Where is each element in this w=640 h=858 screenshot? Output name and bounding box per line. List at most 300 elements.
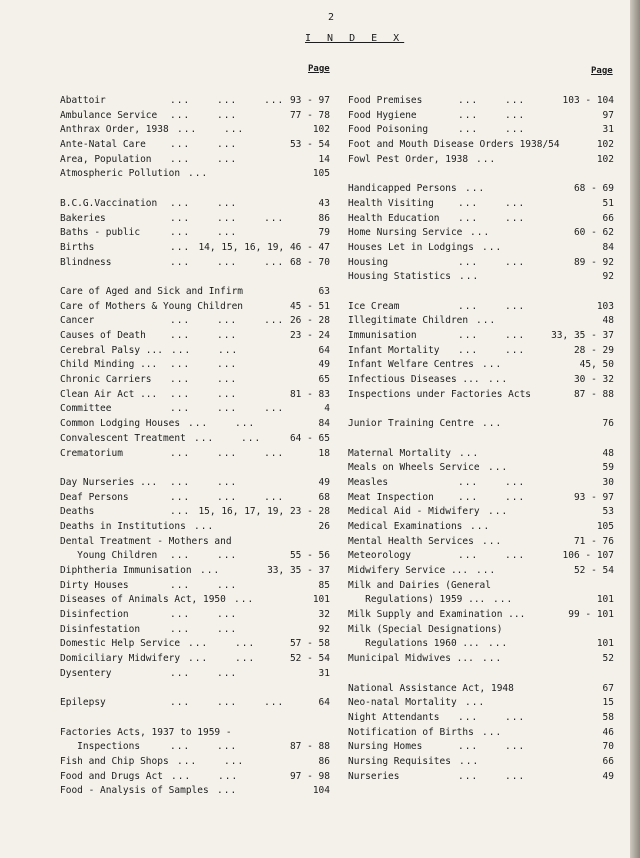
index-entry-label: Diseases of Animals Act, 1950 (60, 594, 226, 606)
index-entry (60, 285, 330, 300)
index-entry-page: 32 (318, 609, 330, 621)
index-entry-label: Meals on Wheels Service (348, 462, 480, 474)
index-entry-leader: ... ... (170, 741, 238, 753)
index-entry (348, 623, 614, 638)
index-entry-page: 60 - 62 (573, 227, 614, 239)
index-entry-leader: ... ... (170, 139, 238, 151)
index-entry-label: Medical Aid - Midwifery (348, 506, 480, 518)
index-entry (60, 696, 330, 711)
index-entry (348, 256, 614, 271)
index-entry-leader: ... ... (170, 623, 238, 635)
index-spacer (60, 270, 330, 285)
index-entry (348, 520, 614, 535)
index-entry-label: Nursing Homes (348, 741, 423, 753)
index-entry-page: 57 - 58 (289, 638, 330, 650)
index-entry (348, 461, 614, 476)
index-entry-label: Domestic Help Service (60, 638, 181, 650)
index-entry (348, 300, 614, 315)
index-entry-page: 55 - 56 (289, 550, 330, 562)
left-index-column (60, 94, 330, 799)
index-entry-label: Food Poisoning (348, 124, 429, 136)
page-edge-shadow (630, 0, 640, 858)
index-entry-page: 101 (312, 594, 330, 606)
index-entry-page: 51 (602, 197, 614, 209)
index-entry-label: Junior Training Centre (348, 418, 474, 430)
index-entry (60, 388, 330, 403)
index-entry-leader: ... ... (458, 197, 526, 209)
index-entry-page: 15, 16, 17, 19, 23 - 28 (198, 506, 330, 518)
index-entry-leader: ... (465, 697, 486, 709)
index-entry-page: 49 (602, 770, 614, 782)
index-entry-leader: ... ... (458, 330, 526, 341)
index-entry-label: Disinfection (60, 609, 129, 621)
index-entry-leader: ... ... (194, 432, 262, 444)
index-entry-label: Ice Cream (348, 300, 400, 312)
index-entry-leader: ... ... (188, 418, 256, 430)
index-spacer (60, 682, 330, 697)
index-entry-leader: ... ... ... (170, 95, 285, 106)
index-entry-label: Common Lodging Houses (60, 418, 181, 430)
index-entry-page: 102 (312, 124, 330, 136)
index-entry-label: Ante-Natal Care (60, 139, 146, 151)
index-entry-label: Factories Acts, 1937 to 1959 - (60, 726, 232, 738)
index-entry-page: 52 - 54 (289, 653, 330, 665)
index-entry-label: Domiciliary Midwifery (60, 653, 181, 665)
index-entry (348, 652, 614, 667)
index-entry-page: 30 - 32 (573, 374, 614, 386)
index-entry-leader: ... ... ... (170, 491, 285, 503)
index-entry (348, 491, 614, 506)
index-entry-label: Health Visiting (348, 197, 434, 209)
index-entry-label: Clean Air Act ... (60, 388, 158, 400)
index-entry-page: 70 (602, 741, 614, 753)
index-entry (348, 755, 614, 770)
index-entry-label: Fish and Chip Shops (60, 755, 169, 767)
index-entry (60, 608, 330, 623)
index-entry-page: 64 (318, 344, 330, 356)
index-entry (60, 226, 330, 241)
index-entry-label: Abattoir (60, 95, 106, 106)
index-entry-leader: ... (200, 565, 221, 576)
index-entry-leader: ... (488, 638, 509, 650)
index-entry-page: 101 (596, 638, 614, 650)
index-entry-page: 53 (602, 506, 614, 518)
index-entry-label: Baths - public (60, 227, 141, 239)
index-entry (60, 212, 330, 227)
index-entry-label: Epilepsy (60, 697, 106, 709)
index-entry-label: Day Nurseries ... (60, 476, 158, 488)
index-entry-label: Inspections under Factories Acts (348, 388, 532, 400)
index-entry-page: 93 - 97 (289, 95, 330, 106)
index-entry-leader: ... ... (170, 550, 238, 562)
index-entry-page: 64 - 65 (289, 432, 330, 444)
index-entry (348, 579, 614, 594)
index-entry (348, 182, 614, 197)
index-entry (348, 593, 614, 608)
index-entry (60, 300, 330, 315)
index-entry-label: Ambulance Service (60, 109, 158, 121)
index-entry-label: Chronic Carriers (60, 374, 152, 386)
index-entry-label: Infant Mortality (348, 344, 440, 356)
index-entry-label: Nursing Requisites (348, 755, 451, 767)
index-entry-leader: ... ... (171, 344, 239, 356)
index-entry-page: 46 (602, 726, 614, 738)
index-entry-leader: ... (476, 315, 497, 327)
index-spacer (348, 667, 614, 682)
index-entry-label: Midwifery Service ... (348, 565, 469, 576)
index-entry-label: Care of Mothers & Young Children (60, 300, 244, 312)
index-entry (348, 373, 614, 388)
index-entry (348, 696, 614, 711)
index-entry-label: Milk (Special Designations) (348, 623, 503, 635)
index-entry-leader: ... ... (458, 300, 526, 312)
index-entry-leader: ... (482, 418, 503, 430)
index-entry-leader: ... ... (458, 344, 526, 356)
index-entry-label: Atmospheric Pollution (60, 168, 181, 180)
index-entry-page: 105 (596, 520, 614, 532)
index-entry (60, 402, 330, 417)
index-entry-leader: ... ... (170, 359, 238, 371)
index-entry (60, 344, 330, 359)
index-entry-page: 104 (312, 785, 330, 797)
index-entry (60, 770, 330, 785)
index-entry-page: 84 (602, 241, 614, 253)
index-entry-page: 23 - 24 (289, 330, 330, 341)
index-entry-page: 31 (318, 667, 330, 679)
index-entry-page: 77 - 78 (289, 109, 330, 121)
index-entry-label: Care of Aged and Sick and Infirm (60, 285, 244, 297)
index-entry (348, 344, 614, 359)
index-entry-page: 43 (318, 197, 330, 209)
index-entry (60, 153, 330, 168)
index-entry (60, 476, 330, 491)
index-entry-label: Births (60, 241, 95, 253)
index-entry-label: Nurseries (348, 770, 400, 782)
index-entry-label: Disinfestation (60, 623, 141, 635)
index-entry (348, 447, 614, 462)
index-entry-page: 58 (602, 711, 614, 723)
index-entry-label: Handicapped Persons (348, 183, 457, 195)
index-entry-label: Measles (348, 476, 389, 488)
index-entry (348, 535, 614, 550)
index-entry-leader: ... ... (458, 711, 526, 723)
index-entry-page: 103 - 104 (562, 95, 614, 106)
index-entry-label: Food Premises (348, 95, 423, 106)
index-entry-page: 49 (318, 476, 330, 488)
index-entry (60, 417, 330, 432)
index-entry-label: Food - Analysis of Samples (60, 785, 209, 797)
index-entry-leader: ... ... ... (170, 447, 285, 459)
index-entry-label: Houses Let in Lodgings (348, 241, 474, 253)
index-entry-leader: ... (482, 653, 503, 665)
index-spacer (348, 432, 614, 447)
index-entry-leader: ... ... (188, 638, 256, 650)
index-entry (348, 153, 614, 168)
index-entry-leader: ... ... (170, 609, 238, 621)
index-entry-leader: ... ... (458, 95, 526, 106)
index-entry-page: 65 (318, 374, 330, 386)
index-entry (348, 608, 614, 623)
index-entry-label: Infectious Diseases ... (348, 374, 480, 386)
index-entry (60, 138, 330, 153)
index-entry-leader: ... (234, 594, 255, 606)
index-entry-leader: ... (476, 153, 497, 165)
index-entry-label: Meteorology (348, 550, 411, 562)
index-entry-label: National Assistance Act, 1948 (348, 682, 514, 694)
index-entry-label: Anthrax Order, 1938 (60, 124, 169, 136)
index-entry-leader: ... (194, 520, 215, 532)
index-entry-page: 66 (602, 755, 614, 767)
index-entry-label: Immunisation (348, 330, 417, 341)
index-entry-label: Infant Welfare Centres (348, 359, 474, 371)
index-entry-leader: ... ... ... (170, 256, 285, 268)
index-entry (60, 637, 330, 652)
index-entry (60, 491, 330, 506)
index-entry-page: 14 (318, 153, 330, 165)
index-entry (348, 94, 614, 109)
index-entry-label: Young Children (60, 550, 158, 562)
index-entry-leader: ... ... (170, 197, 238, 209)
index-entry-label: Crematorium (60, 447, 123, 459)
index-entry-page: 79 (318, 227, 330, 239)
index-entry-page: 48 (602, 315, 614, 327)
index-entry (60, 109, 330, 124)
index-entry-page: 68 - 70 (289, 256, 330, 268)
index-entry-leader: ... ... (170, 374, 238, 386)
index-entry-page: 97 (602, 109, 614, 121)
index-entry-label: Foot and Mouth Disease Orders 1938/54 (348, 139, 560, 151)
index-entry (348, 241, 614, 256)
index-entry-page: 71 - 76 (573, 535, 614, 547)
index-entry-label: Night Attendants (348, 711, 440, 723)
index-entry-page: 48 (602, 447, 614, 459)
index-entry-leader: ... ... (177, 755, 245, 767)
index-entry-label: Deaf Persons (60, 491, 129, 503)
index-entry-label: Committee (60, 403, 112, 415)
index-entry-page: 31 (602, 124, 614, 136)
index-entry-label: Bakeries (60, 212, 106, 224)
index-entry (60, 623, 330, 638)
index-entry (348, 388, 614, 403)
index-entry-leader: ... (482, 726, 503, 738)
index-entry-label: Food and Drugs Act (60, 770, 163, 782)
index-entry-page: 92 (602, 271, 614, 283)
index-entry-leader: ... (217, 785, 238, 797)
index-entry-label: Child Minding ... (60, 359, 158, 371)
index-entry-page: 85 (318, 579, 330, 591)
index-entry-label: Housing Statistics (348, 271, 451, 283)
index-entry (348, 476, 614, 491)
index-entry-page: 15 (602, 697, 614, 709)
index-entry-leader: ... ... (458, 256, 526, 268)
index-entry-page: 68 - 69 (573, 183, 614, 195)
index-entry-page: 45 - 51 (289, 300, 330, 312)
index-entry (348, 549, 614, 564)
index-entry-page: 68 (318, 491, 330, 503)
index-entry (60, 432, 330, 447)
index-entry-page: 93 - 97 (573, 491, 614, 503)
index-spacer (60, 711, 330, 726)
index-entry-page: 84 (318, 418, 330, 430)
index-entry-page: 102 (596, 139, 614, 151)
index-entry-label: Convalescent Treatment (60, 432, 186, 444)
index-entry-label: Mental Health Services (348, 535, 474, 547)
index-entry-leader: ... (459, 447, 480, 459)
index-entry (60, 314, 330, 329)
index-entry (60, 726, 330, 741)
index-entry-page: 14, 15, 16, 19, 46 - 47 (198, 241, 330, 253)
index-entry-page: 66 (602, 212, 614, 224)
index-entry-label: Food Hygiene (348, 109, 417, 121)
index-entry-label: B.C.G.Vaccination (60, 197, 158, 209)
index-entry-leader: ... ... (170, 476, 238, 488)
index-entry-page: 49 (318, 359, 330, 371)
index-entry (348, 682, 614, 697)
index-entry (60, 579, 330, 594)
index-entry (348, 358, 614, 373)
index-entry-leader: ... (170, 506, 191, 518)
index-entry (348, 314, 614, 329)
index-entry-leader: ... ... (170, 667, 238, 679)
index-entry-page: 52 (602, 653, 614, 665)
index-entry-label: Cancer (60, 315, 95, 327)
index-entry-leader: ... (482, 241, 503, 253)
index-entry-label: Neo-natal Mortality (348, 697, 457, 709)
index-entry-leader: ... (188, 168, 209, 180)
index-entry-page: 105 (312, 168, 330, 180)
index-entry-page: 86 (318, 755, 330, 767)
index-entry-leader: ... ... (458, 124, 526, 136)
index-entry-leader: ... (470, 520, 491, 532)
index-entry (60, 358, 330, 373)
index-entry-leader: ... (488, 462, 509, 474)
index-entry (60, 373, 330, 388)
index-entry-leader: ... ... (458, 741, 526, 753)
index-spacer (348, 167, 614, 182)
index-entry-leader: ... ... (188, 653, 256, 665)
index-entry-page: 87 - 88 (289, 741, 330, 753)
index-entry-label: Illegitimate Children (348, 315, 469, 327)
index-entry-leader: ... ... ... (170, 403, 285, 415)
index-entry (60, 755, 330, 770)
index-entry-page: 87 - 88 (573, 388, 614, 400)
index-entry-label: Dental Treatment - Mothers and (60, 535, 232, 547)
index-entry (60, 447, 330, 462)
index-entry (348, 329, 614, 344)
index-title: I N D E X (305, 33, 405, 44)
index-entry (60, 667, 330, 682)
index-entry-label: Blindness (60, 256, 112, 268)
index-entry (348, 711, 614, 726)
left-page-header: Page (308, 64, 330, 74)
index-entry-leader: ... ... (170, 388, 238, 400)
index-entry-label: Meat Inspection (348, 491, 434, 503)
index-entry-leader: ... (488, 506, 509, 518)
index-entry-page: 67 (602, 682, 614, 694)
right-page-header: Page (591, 66, 613, 76)
index-entry-page: 97 - 98 (289, 770, 330, 782)
index-entry-leader: ... ... (458, 550, 526, 562)
index-entry (60, 740, 330, 755)
index-entry-page: 64 (318, 697, 330, 709)
index-entry-label: Diphtheria Immunisation (60, 565, 192, 576)
index-entry-page: 33, 35 - 37 (551, 330, 614, 341)
index-entry-label: Medical Examinations (348, 520, 463, 532)
index-entry-leader: ... ... ... (170, 697, 285, 709)
index-entry (348, 505, 614, 520)
index-entry-leader: ... (459, 271, 480, 283)
index-entry (60, 652, 330, 667)
index-entry (348, 226, 614, 241)
index-entry-leader: ... (465, 183, 486, 195)
index-entry-leader: ... ... (458, 212, 526, 224)
index-entry (60, 94, 330, 109)
index-entry (348, 109, 614, 124)
index-entry-page: 33, 35 - 37 (267, 565, 330, 576)
index-entry-page: 26 (318, 520, 330, 532)
index-entry-label: Fowl Pest Order, 1938 (348, 153, 469, 165)
index-entry-leader: ... ... (458, 476, 526, 488)
index-entry (60, 520, 330, 535)
index-entry-label: Deaths in Institutions (60, 520, 186, 532)
index-entry-label: Health Education (348, 212, 440, 224)
index-entry-page: 106 - 107 (562, 550, 614, 562)
right-index-column (348, 94, 614, 784)
index-entry-label: Regulations 1960 ... (348, 638, 480, 650)
index-spacer (60, 182, 330, 197)
index-entry (348, 726, 614, 741)
index-entry-leader: ... ... (170, 227, 238, 239)
page-number: 2 (328, 12, 335, 23)
index-entry-leader: ... ... (171, 770, 239, 782)
index-entry-page: 101 (596, 594, 614, 606)
index-entry-page: 103 (596, 300, 614, 312)
index-entry-leader: ... (488, 374, 509, 386)
index-entry-page: 89 - 92 (573, 256, 614, 268)
index-entry-page: 30 (602, 476, 614, 488)
index-entry-leader: ... (170, 241, 191, 253)
index-entry-label: Causes of Death (60, 330, 146, 341)
index-entry (348, 270, 614, 285)
index-entry-leader: ... (482, 535, 503, 547)
index-entry (348, 740, 614, 755)
index-spacer (348, 285, 614, 300)
index-entry (60, 241, 330, 256)
index-entry-label: Milk and Dairies (General (348, 579, 491, 591)
index-entry (348, 197, 614, 212)
index-entry-leader: ... (493, 594, 514, 606)
index-entry-label: Home Nursing Service (348, 227, 463, 239)
index-entry (60, 197, 330, 212)
index-entry-leader: ... ... (458, 770, 526, 782)
index-entry-leader: ... ... (177, 124, 245, 136)
index-entry-page: 18 (318, 447, 330, 459)
index-entry-leader: ... ... (458, 491, 526, 503)
index-entry-label: Deaths (60, 506, 95, 518)
index-entry-label: Cerebral Palsy ... (60, 344, 163, 356)
index-entry-leader: ... (459, 755, 480, 767)
index-entry (348, 212, 614, 227)
index-entry-leader: ... (470, 227, 491, 239)
index-entry-page: 63 (318, 285, 330, 297)
index-entry (60, 329, 330, 344)
index-entry-leader: ... ... ... (170, 315, 285, 327)
index-entry-leader: ... ... (170, 330, 238, 341)
index-entry (348, 138, 614, 153)
index-entry-page: 53 - 54 (289, 139, 330, 151)
index-entry-page: 102 (596, 153, 614, 165)
index-entry-page: 92 (318, 623, 330, 635)
